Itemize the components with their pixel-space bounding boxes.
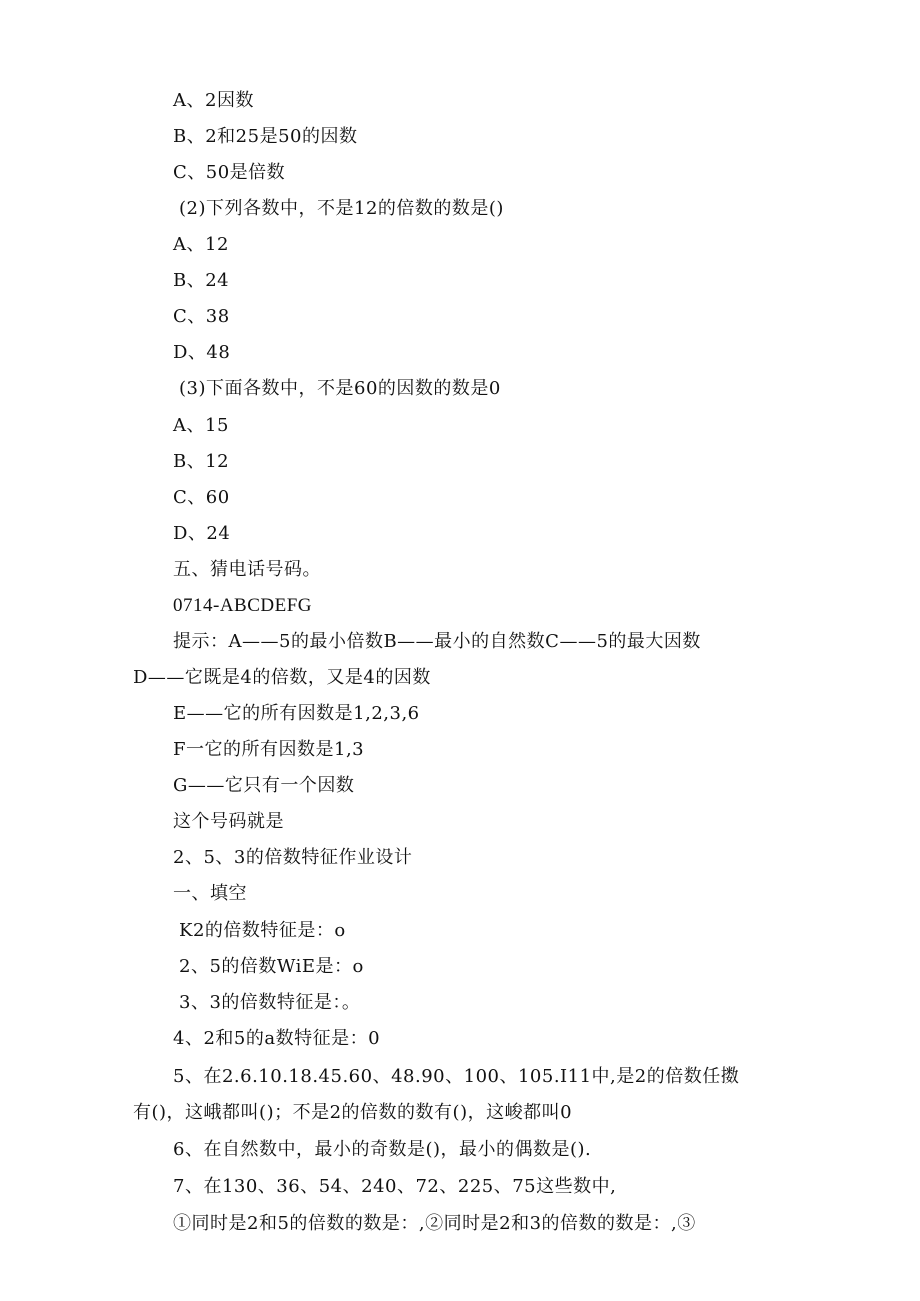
blank-item-4: 4、2和5的a数特征是：0 xyxy=(173,1028,381,1049)
hint-line-e: E——它的所有因数是1,2,3,6 xyxy=(173,703,420,724)
hint-line-f: F一它的所有因数是1,3 xyxy=(173,739,365,760)
q3-option-b: B、12 xyxy=(173,451,230,472)
q3-option-d: D、24 xyxy=(173,523,231,544)
q3-option-a: A、15 xyxy=(173,415,229,436)
question-2: (2)下列各数中，不是12的倍数的数是() xyxy=(179,198,504,219)
blank-item-6: 6、在自然数中，最小的奇数是()，最小的偶数是(). xyxy=(173,1139,592,1160)
blank-item-5-line-1: 5、在2.6.10.18.45.60、48.90、100、105.I11中,是2的倍数任擞 xyxy=(173,1066,740,1087)
option-b-factor: B、2和25是50的因数 xyxy=(173,126,358,147)
phone-number-code: 0714-ABCDEFG xyxy=(173,595,313,616)
blank-item-7-parts: ①同时是2和5的倍数的数是：,②同时是2和3的倍数的数是：,③ xyxy=(173,1213,696,1234)
option-a-factor: A、2因数 xyxy=(173,90,254,111)
blank-item-7: 7、在130、36、54、240、72、225、75这些数中, xyxy=(173,1176,617,1197)
option-c-multiple: C、50是倍数 xyxy=(173,162,286,183)
hint-line-g: G——它只有一个因数 xyxy=(173,775,355,796)
question-3: (3)下面各数中，不是60的因数的数是0 xyxy=(179,378,501,399)
blank-item-2: 2、5的倍数WiE是：o xyxy=(179,956,364,977)
q2-option-b: B、24 xyxy=(173,270,230,291)
q2-option-c: C、38 xyxy=(173,306,230,327)
section-five-heading: 五、猜电话号码。 xyxy=(173,559,321,580)
q2-option-a: A、12 xyxy=(173,234,229,255)
hint-line-1: 提示：A——5的最小倍数B——最小的自然数C——5的最大因数 xyxy=(173,631,701,652)
q2-option-d: D、48 xyxy=(173,342,231,363)
q3-option-c: C、60 xyxy=(173,487,230,508)
blank-item-3: 3、3的倍数特征是：。 xyxy=(179,992,361,1013)
hint-line-2: D——它既是4的倍数，又是4的因数 xyxy=(133,667,431,688)
blank-item-1: K2的倍数特征是：o xyxy=(179,920,346,941)
fill-blank-heading: 一、填空 xyxy=(173,883,247,904)
blank-item-5-line-2: 有()，这峨都叫()；不是2的倍数的数有()，这峻都叫0 xyxy=(133,1102,573,1123)
section-title-multiples: 2、5、3的倍数特征作业设计 xyxy=(173,847,413,868)
answer-prompt: 这个号码就是 xyxy=(173,811,284,832)
